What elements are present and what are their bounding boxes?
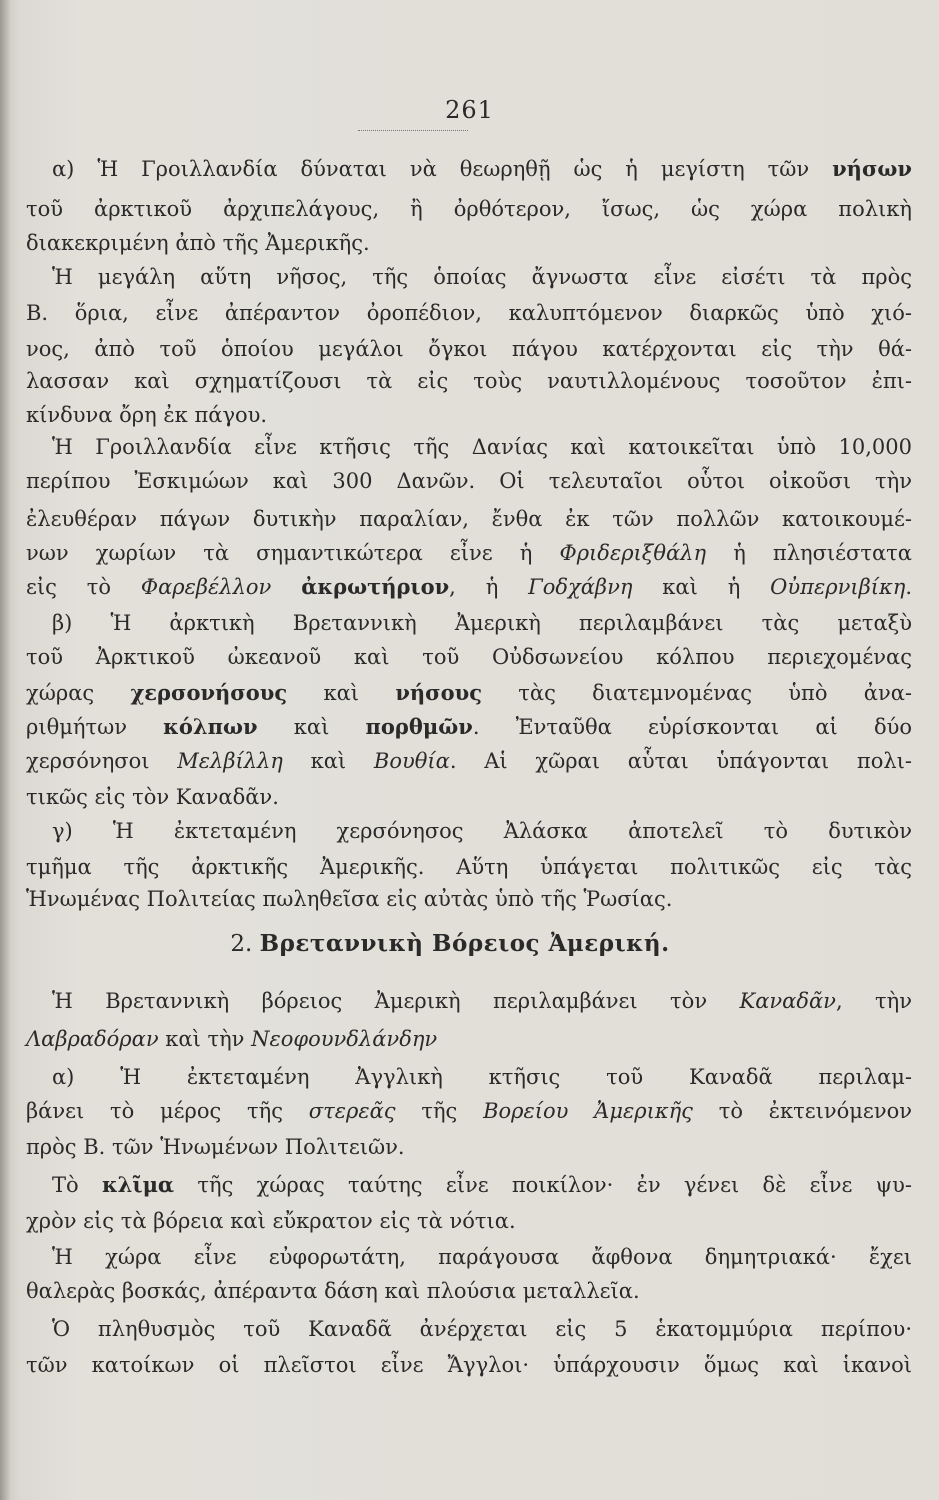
text-line: γ) Ἡ ἐκτεταμένη χερσόνησος Ἀλάσκα ἀποτελεῖ τὸ δυτικὸν	[52, 819, 912, 843]
text-line: Ἡνωμένας Πολιτείας πωληθεῖσα εἰς αὐτὰς ὑπὸ τῆς Ῥωσίας.	[26, 887, 673, 911]
text-line: ἐλευθέραν πάγων δυτικὴν παραλίαν, ἔνθα ἐκ τῶν πολλῶν κατοικουμέ-	[26, 507, 912, 531]
text-line: β) Ἡ ἀρκτικὴ Βρεταννικὴ Ἀμερικὴ περιλαμβάνει τὰς μεταξὺ	[52, 611, 912, 635]
text-line: βάνει τὸ μέρος τῆς στερεᾶς τῆς Βορείου Ἀμερικῆς τὸ ἐκτεινόμενον	[26, 1099, 912, 1123]
text-line: Ὁ πληθυσμὸς τοῦ Καναδᾶ ἀνέρχεται εἰς 5 ἑκατομμύρια περίπου·	[52, 1317, 912, 1341]
text-line: Ἡ Γροιλλανδία εἶνε κτῆσις τῆς Δανίας καὶ κατοικεῖται ὑπὸ 10,000	[52, 435, 912, 459]
text-line: τοῦ ἀρκτικοῦ ἀρχιπελάγους, ἢ ὀρθότερον, ἴσως, ὡς χώρα πολικὴ	[26, 197, 912, 221]
page-number: 261	[445, 96, 494, 124]
text-line: α) Ἡ Γροιλλανδία δύναται νὰ θεωρηθῇ ὡς ἡ μεγίστη τῶν νήσων	[52, 156, 912, 181]
text-line: Τὸ κλῖμα τῆς χώρας ταύτης εἶνε ποικίλον· ἐν γένει δὲ εἶνε ψυ-	[52, 1172, 913, 1197]
text-line: χώρας χερσονήσους καὶ νήσους τὰς διατεμνομένας ὑπὸ ἀνα-	[26, 680, 913, 705]
text-line: Ἡ Βρεταννικὴ βόρειος Ἀμερικὴ περιλαμβάνει τὸν Καναδᾶν, τὴν	[52, 989, 912, 1013]
text-line: νος, ἀπὸ τοῦ ὁποίου μεγάλοι ὄγκοι πάγου κατέρχονται εἰς τὴν θά-	[26, 337, 912, 361]
text-line: εἰς τὸ Φαρεβέλλον ἀκρωτήριον, ἡ Γοδχάβνη καὶ ἡ Οὐπερνιβίκη.	[26, 574, 912, 599]
header-rule	[358, 130, 468, 131]
text-line: χερσόνησοι Μελβίλλη καὶ Βουθία. Αἱ χῶραι αὗται ὑπάγονται πολι-	[26, 749, 912, 773]
text-line: α) Ἡ ἐκτεταμένη Ἀγγλικὴ κτῆσις τοῦ Καναδᾶ περιλαμ-	[52, 1065, 912, 1089]
text-line: χρὸν εἰς τὰ βόρεια καὶ εὔκρατον εἰς τὰ νότια.	[26, 1209, 516, 1233]
text-line: περίπου Ἐσκιμώων καὶ 300 Δανῶν. Οἱ τελευταῖοι οὗτοι οἰκοῦσι τὴν	[26, 469, 912, 493]
text-line: ριθμήτων κόλπων καὶ πορθμῶν. Ἐνταῦθα εὑρίσκονται αἱ δύο	[26, 714, 912, 739]
text-line: θαλερὰς βοσκάς, ἀπέραντα δάση καὶ πλούσια μεταλλεῖα.	[26, 1279, 640, 1303]
text-line: νων χωρίων τὰ σημαντικώτερα εἶνε ἡ Φριδεριξθάλη ἡ πλησιέστατα	[26, 541, 912, 565]
page-gutter	[0, 0, 10, 1500]
text-line: Ἡ μεγάλη αὕτη νῆσος, τῆς ὁποίας ἄγνωστα εἶνε εἰσέτι τὰ πρὸς	[52, 265, 912, 289]
text-line: Ἡ χώρα εἶνε εὐφορωτάτη, παράγουσα ἄφθονα δημητριακά· ἔχει	[52, 1245, 912, 1269]
text-line: τοῦ Ἀρκτικοῦ ὠκεανοῦ καὶ τοῦ Οὐδσωνείου κόλπου περιεχομένας	[26, 645, 912, 669]
text-line: τικῶς εἰς τὸν Καναδᾶν.	[26, 785, 279, 809]
text-line: διακεκριμένη ἀπὸ τῆς Ἀμερικῆς.	[26, 231, 370, 255]
text-line: Λαβραδόραν καὶ τὴν Νεοφουνδλάνδην	[26, 1027, 438, 1051]
text-line: λασσαν καὶ σχηματίζουσι τὰ εἰς τοὺς ναυτιλλομένους τοσοῦτον ἐπι-	[26, 369, 912, 393]
text-line: κίνδυνα ὄρη ἐκ πάγου.	[26, 403, 268, 427]
section-heading: 2. Βρεταννικὴ Βόρειος Ἀμερική.	[230, 930, 670, 957]
text-line: τμῆμα τῆς ἀρκτικῆς Ἀμερικῆς. Αὕτη ὑπάγεται πολιτικῶς εἰς τὰς	[26, 855, 912, 879]
text-line: Β. ὅρια, εἶνε ἀπέραντον ὀροπέδιον, καλυπτόμενον διαρκῶς ὑπὸ χιό-	[26, 301, 912, 325]
text-line: πρὸς Β. τῶν Ἡνωμένων Πολιτειῶν.	[26, 1135, 405, 1159]
text-line: τῶν κατοίκων οἱ πλεῖστοι εἶνε Ἄγγλοι· ὑπάρχουσιν ὅμως καὶ ἱκανοὶ	[26, 1353, 912, 1377]
